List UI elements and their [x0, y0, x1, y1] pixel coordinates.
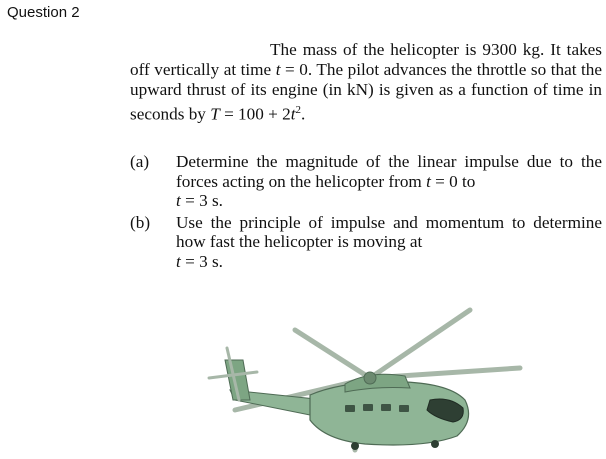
wheel [431, 440, 439, 448]
part-label: (a) [130, 152, 150, 171]
window [363, 404, 373, 411]
helicopter-icon [195, 300, 535, 459]
wheel [351, 442, 359, 450]
part-b [130, 213, 602, 272]
part-label: (b) [130, 212, 151, 232]
question-label: Question 2 [7, 4, 80, 21]
part-text: Determine the magnitude of the linear impulse due to the forces acting on the helicopter from t = 0 to t = 3 s. [176, 152, 602, 210]
rotor-hub [364, 372, 376, 384]
rotor-blade [370, 310, 470, 378]
question-parts [130, 152, 602, 273]
window [381, 404, 391, 411]
part-text: Use the principle of impulse and momentum to determine how fast the helicopter is moving at t = 3 s. [176, 212, 602, 271]
problem-statement: The mass of the helicopter is 9300 kg. It takes off vertically at time t = 0. The pilot advances the throttle so that the upward thrust of its engine (in kN) is given as a function of time in seconds by $T = 100 + 2t^2$. [130, 40, 602, 124]
rotor-blade [295, 330, 370, 378]
window [345, 405, 355, 412]
part-a [130, 152, 602, 211]
window [399, 405, 409, 412]
